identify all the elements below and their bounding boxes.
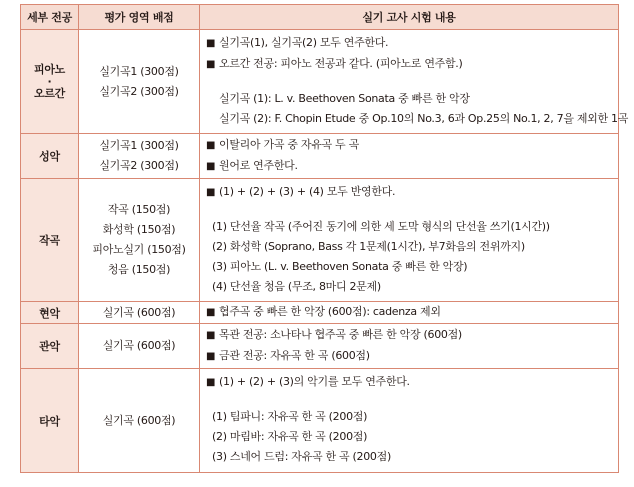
- category-cell: 성악: [21, 134, 79, 179]
- content-cell: [200, 179, 619, 302]
- category-separator: ·: [47, 74, 52, 88]
- bullet-icon: ■: [206, 187, 216, 198]
- score-cell: [79, 179, 200, 302]
- list-item: (2) 마림바: 자유곡 한 곡 (200점): [212, 430, 368, 443]
- list-item: ■ 오르간 전공: 피아노 전공과 같다. (피아노로 연주함.): [206, 54, 618, 75]
- list-item: (3) 피아노 (L. v. Beethoven Sonata 중 빠른 한 악장): [212, 260, 468, 273]
- list-item: (1) 팀파니: 자유곡 한 곡 (200점): [212, 410, 368, 423]
- score-item: 실기곡1 (300점): [99, 64, 179, 78]
- bullet-icon: ■: [206, 38, 216, 49]
- category-cell: 관악: [21, 324, 79, 369]
- category-cell: [21, 30, 79, 134]
- list-item: ■ 목관 전공: 소나타나 협주곡 중 빠른 한 악장 (600점): [206, 325, 618, 346]
- list-item: 실기곡 (1): L. v. Beethoven Sonata 중 빠른 한 악장: [219, 92, 470, 105]
- category-cell: 현악: [21, 302, 79, 324]
- score-cell: [79, 369, 200, 473]
- score-item: 실기곡 (600점): [102, 339, 176, 352]
- table-row-composition: [21, 179, 619, 302]
- table-row-piano-organ: [21, 30, 619, 134]
- list-item: (2) 화성학 (Soprano, Bass 각 1문제(1시간), 부7화음의 전위까지): [212, 240, 525, 253]
- content-cell: [200, 302, 619, 324]
- table-row-strings: [21, 302, 619, 324]
- score-cell: [79, 30, 200, 134]
- exam-table-container: [20, 4, 629, 473]
- content-cell: [200, 324, 619, 369]
- list-item: ■ 원어로 연주한다.: [206, 156, 618, 177]
- score-cell: [79, 134, 200, 179]
- score-item: 실기곡2 (300점): [99, 84, 179, 98]
- list-item: 실기곡 (2): F. Chopin Etude 중 Op.10의 No.3, 6과 Op.25의 No.1, 2, 7을 제외한 1곡: [219, 112, 629, 125]
- header-score: 평가 영역 배점: [79, 5, 200, 30]
- score-item: 피아노실기 (150점): [92, 243, 186, 256]
- content-cell: [200, 134, 619, 179]
- header-major: 세부 전공: [21, 5, 79, 30]
- list-item: (3) 스네어 드럼: 자유곡 한 곡 (200점): [212, 450, 391, 463]
- table-row-vocal: [21, 134, 619, 179]
- score-cell: [79, 302, 200, 324]
- bullet-icon: ■: [206, 307, 216, 318]
- list-item: (1) 단선율 작곡 (주어진 동기에 의한 세 도막 형식의 단선율 쓰기(1시간)): [212, 220, 550, 233]
- score-item: 실기곡1 (300점): [99, 139, 179, 152]
- category-cell: 작곡: [21, 179, 79, 302]
- bullet-icon: ■: [206, 377, 216, 388]
- list-item: ■ 금관 전공: 자유곡 한 곡 (600점): [206, 346, 618, 367]
- list-item: ■ 협주곡 중 빠른 한 악장 (600점): cadenza 제외: [206, 302, 618, 323]
- bullet-icon: ■: [206, 330, 216, 341]
- bullet-icon: ■: [206, 351, 216, 362]
- score-item: 청음 (150점): [107, 263, 171, 276]
- table-header-row: [21, 5, 619, 30]
- category-label: 피아노: [34, 62, 65, 76]
- score-item: 화성학 (150점): [102, 223, 176, 236]
- exam-table: [20, 4, 629, 473]
- score-item: 실기곡2 (300점): [99, 159, 179, 172]
- category-cell: 타악: [21, 369, 79, 473]
- list-item: ■ (1) + (2) + (3) + (4) 모두 반영한다.: [206, 182, 618, 203]
- score-item: 실기곡 (600점): [102, 413, 176, 427]
- content-cell: [200, 30, 629, 134]
- table-row-percussion: [21, 369, 619, 473]
- content-cell: [200, 369, 619, 473]
- list-item: ■ 실기곡(1), 실기곡(2) 모두 연주한다.: [206, 33, 618, 54]
- header-content: 실기 고사 시험 내용: [200, 5, 619, 30]
- score-item: 작곡 (150점): [107, 203, 171, 216]
- score-item: 실기곡 (600점): [102, 305, 176, 319]
- list-item: ■ (1) + (2) + (3)의 악기를 모두 연주한다.: [206, 372, 618, 393]
- table-row-winds: [21, 324, 619, 369]
- score-cell: [79, 324, 200, 369]
- list-item: (4) 단선율 청음 (무조, 8마디 2문제): [212, 280, 381, 293]
- category-label: 오르간: [34, 86, 65, 100]
- bullet-icon: ■: [206, 140, 216, 151]
- list-item: ■ 이탈리아 가곡 중 자유곡 두 곡: [206, 135, 618, 156]
- bullet-icon: ■: [206, 59, 216, 70]
- bullet-icon: ■: [206, 161, 216, 172]
